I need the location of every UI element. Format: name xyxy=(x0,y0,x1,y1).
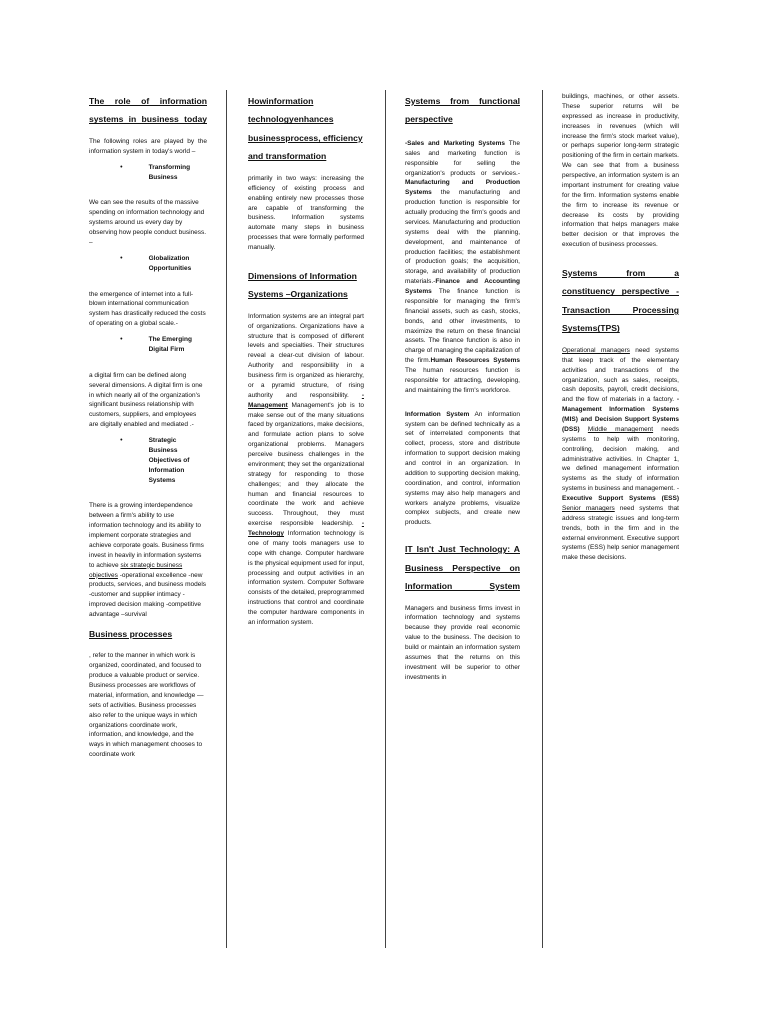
senior-managers-label: Senior managers xyxy=(562,504,615,512)
paragraph-organizations: Information systems are an integral part of organizations. Organizations have a structure that is composed of different levels and specialties. Their structures reveal a clear-cut division of labour. Authority and responsibility in a business firm is organized as hierarchy, or a pyramid structure, of rising authority and responsibility. -Management Management's job is to make sense out of the many situations faced by organizations, make decisions, and formulate action plans to solve organizational problems. Managers perceive business challenges in the environment; they set the organizational strategy for responding to those challenges; and they allocate the human and financial resources to coordinate the work and achieve success. Throughout, they must exercise responsible leadership. -Technology Information technology is one of many tools managers use to cope with change. Computer hardware is the physical equipment used for input, processing and output activities in an information system. Computer Software consists of the detailed, preprogrammed instructions that control and coordinate the computer hardware components in an information system. xyxy=(248,312,364,626)
column-divider-3 xyxy=(542,90,543,948)
heading-constituency-perspective: Systems from a constituency perspective -Transaction Processing Systems(TPS) xyxy=(562,268,679,334)
heading-role-of-is: The role of information systems in business today xyxy=(89,96,207,125)
paragraph-globalization: the emergence of internet into a full-blown international communication system has drastically reduced the costs of operating on a global scale.- xyxy=(89,290,206,328)
heading-dimensions: Dimensions of Information Systems –Organizations xyxy=(248,270,357,300)
column-divider-1 xyxy=(226,90,227,948)
paragraph-business-perspective: Managers and business firms invest in information technology and systems because they provide real economic value to the business. The decision to build or maintain an information system assumes that the returns on this investment will be superior to other investments in xyxy=(405,604,520,681)
middle-management-label: Middle management xyxy=(587,425,654,433)
column-3 xyxy=(405,88,520,688)
column-divider-2 xyxy=(385,90,386,948)
heading-business-perspective: IT Isn't Just Technology: A Business Perspective on Information System xyxy=(405,544,520,592)
management-label: -Management xyxy=(248,391,364,409)
bullet-icon: • xyxy=(120,437,123,445)
operational-managers-label: Operational managers xyxy=(562,346,630,354)
paragraph-transforming: We can see the results of the massive spending on information technology and systems around us every day by observing how people conduct business. – xyxy=(89,199,207,246)
heading-business-processes: Business processes xyxy=(89,628,173,639)
paragraph-strategic: There is a growing interdependence between a firm's ability to use information technology and its ability to implement corporate strategies and achieve corporate goals. Business firms invest in heavily in information systems to achieve six strategic business objectives -operational excellence -new products, services, and business models -customer and supplier intimacy -improved decision making -competitive advantage –survival xyxy=(89,502,207,619)
technology-label: -Technology xyxy=(248,520,364,538)
paragraph-digital-firm: a digital firm can be defined along several dimensions. A digital firm is one in which nearly all of the organization's significant business relationship with customers, suppliers, and employees are digitally enabled and mediated .- xyxy=(89,371,203,429)
paragraph-value: buildings, machines, or other assets. These superior returns will be expressed as increase in productivity, increases in revenues (which will increase the firm's stock market value), or perhaps superior long-term strategic positioning of the firm in certain markets. We can see that from a business perspective, an information system is an important instrument for creating value for the firm. Information systems enable the firm to increase its revenue or decrease its costs by providing information that helps managers make better decision or that improves the execution of business processes. xyxy=(562,93,679,249)
paragraph-information-system: Information System An information system can be defined technically as a set of interrelated components that collect, process, store and distribute information to support decision making and control in an organization. In addition to supporting decision making, coordination, and control, information systems may also help managers and workers analyze problems, visualize complex subjects, and create new products. xyxy=(405,410,521,527)
heading-it-enhances: Howinformation technologyenhances businessprocess, efficiency and transformation xyxy=(248,96,363,162)
column-2 xyxy=(248,88,364,633)
paragraph-functional-systems: -Sales and Marketing Systems The sales and marketing function is responsible for selling the organization's products or services.-Manufacturing and Production Systems the manufacturing and production function is responsible for actually producing the firm's goods and services. Manufacturing and production systems deal with the planning, development, and maintenance of production facilities; the establishment of production goals; the acquisition, storage, and availability of production materials.-Finance and Accounting Systems The finance function is responsible for managing the firm's financial assets, such as cash, stocks, bonds, and other investments, to maximize the return on these financial assets. The finance function is also in charge of managing the capitalization of the firm.Human Resources Systems The human resources function is responsible for attracting, developing, and maintaining the firm's workforce. xyxy=(405,139,521,394)
bullet-strategic-objectives: • Strategic Business Objectives of Information Systems xyxy=(89,436,207,485)
column-1 xyxy=(89,88,207,765)
bullet-globalization: • Globalization Opportunities xyxy=(89,254,207,274)
column-4 xyxy=(562,92,679,568)
six-objectives-link: six strategic business objectives xyxy=(89,561,183,579)
paragraph-constituency: Operational managers need systems that keep track of the elementary activities and transactions of the organization, such as sales, receipts, cash deposits, payroll, credit decisions, and the flow of materials in a factory. -Management Information Systems (MIS) and Decision Support Systems (DSS) Middle management needs systems to help with monitoring, controlling, decision making, and administrative activities. In Chapter 1, we defined management information systems as the study of information systems in business and management. -Executive Support Systems (ESS) Senior managers need systems that address strategic issues and long-term trends, both in the firm and in the external environment. Executive support systems (ESS) help senior management make these decisions. xyxy=(562,346,679,562)
bullet-digital-firm: • The Emerging Digital Firm xyxy=(89,335,207,355)
heading-functional-perspective: Systems from functional perspective xyxy=(405,96,520,125)
bullet-transforming-business: • Transforming Business xyxy=(89,163,207,183)
bullet-icon: • xyxy=(120,336,123,344)
bullet-icon: • xyxy=(120,254,123,262)
bullet-icon: • xyxy=(120,163,123,171)
paragraph-intro: The following roles are played by the information system in today's world – xyxy=(89,137,207,155)
paragraph-efficiency: primarily in two ways: increasing the efficiency of existing process and enabling entirely new processes those are capable of transforming the business. Information systems automate many steps in business processes that were formally performed manually. xyxy=(248,174,364,251)
paragraph-business-processes: , refer to the manner in which work is organized, coordinated, and focused to produce a valuable product or service. Business processes are workflows of material, information, and knowledge —sets of activities. Business processes also refer to the unique ways in which organizations coordinate work, information, and knowledge, and the ways in which management chooses to coordinate work xyxy=(89,652,204,759)
